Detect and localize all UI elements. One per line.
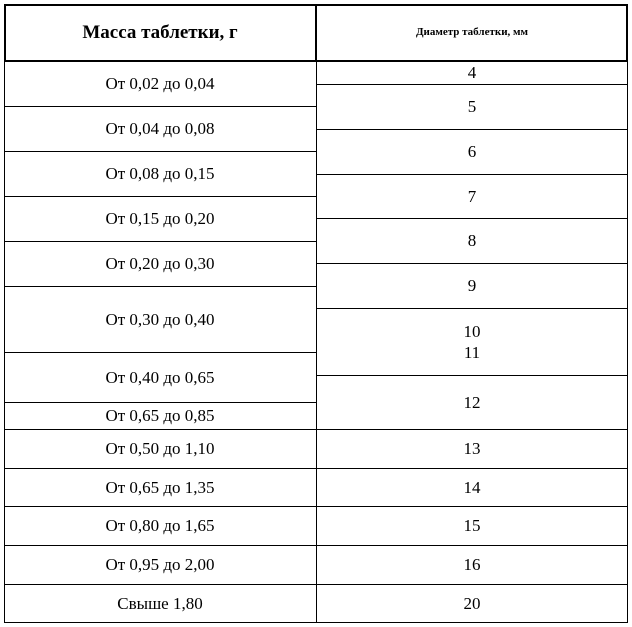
diameter-cell: 14: [463, 477, 481, 497]
mass-cell: От 0,65 до 1,35: [105, 477, 215, 497]
diameter-value: 11: [463, 342, 481, 362]
row-divider: [4, 506, 628, 507]
mass-cell: От 0,50 до 1,10: [105, 439, 215, 458]
row-divider: [316, 218, 628, 219]
mass-cell: От 0,15 до 0,20: [105, 209, 215, 228]
mass-cell: От 0,20 до 0,30: [105, 254, 215, 273]
diameter-cell: 5: [467, 97, 477, 116]
mass-cell: От 0,95 до 2,00: [105, 555, 215, 574]
row-divider: [316, 263, 628, 264]
mass-cell: От 0,02 до 0,04: [105, 74, 215, 93]
header-border-right: [626, 4, 628, 61]
header-diameter: Диаметр таблетки, мм: [415, 26, 529, 38]
diameter-cell: 15: [463, 516, 481, 535]
diameter-cell: 13: [463, 439, 481, 458]
row-divider: [316, 375, 628, 376]
diameter-cell: 7: [467, 186, 477, 206]
mass-cell: От 0,40 до 0,65: [105, 367, 215, 387]
header-border-left: [4, 4, 6, 61]
row-divider: [4, 286, 316, 287]
row-divider: [316, 174, 628, 175]
table-border-right: [627, 61, 628, 623]
table-border-bottom: [4, 622, 628, 623]
column-divider: [316, 61, 317, 623]
row-divider: [4, 151, 316, 152]
row-divider: [4, 106, 316, 107]
mass-cell: От 0,04 до 0,08: [105, 119, 215, 138]
row-divider: [316, 308, 628, 309]
row-divider: [316, 129, 628, 130]
row-divider: [4, 468, 628, 469]
header-mass: Масса таблетки, г: [82, 22, 238, 43]
row-divider: [4, 196, 316, 197]
mass-cell: От 0,65 до 0,85: [105, 406, 215, 425]
row-divider: [4, 584, 628, 585]
diameter-cell: 16: [463, 555, 481, 574]
diameter-cell: 9: [467, 276, 477, 295]
row-divider: [4, 352, 316, 353]
mass-cell: Свыше 1,80: [117, 594, 203, 613]
row-divider: [4, 545, 628, 546]
mass-cell: От 0,80 до 1,65: [105, 516, 215, 535]
row-divider: [4, 429, 628, 430]
diameter-cell: 6: [467, 142, 477, 161]
diameter-cell: [316, 308, 628, 375]
row-divider: [4, 241, 316, 242]
mass-cell: От 0,30 до 0,40: [105, 309, 215, 329]
diameter-value: 10: [463, 321, 481, 341]
row-divider: [316, 84, 628, 85]
table-border-left: [4, 61, 5, 623]
mass-cell: От 0,08 до 0,15: [105, 164, 215, 183]
header-divider: [315, 4, 317, 61]
diameter-cell: 4: [467, 63, 477, 82]
diameter-cell: 8: [467, 231, 477, 250]
diameter-cell: 12: [463, 392, 481, 412]
row-divider: [4, 402, 316, 403]
diameter-cell: 20: [463, 594, 481, 613]
